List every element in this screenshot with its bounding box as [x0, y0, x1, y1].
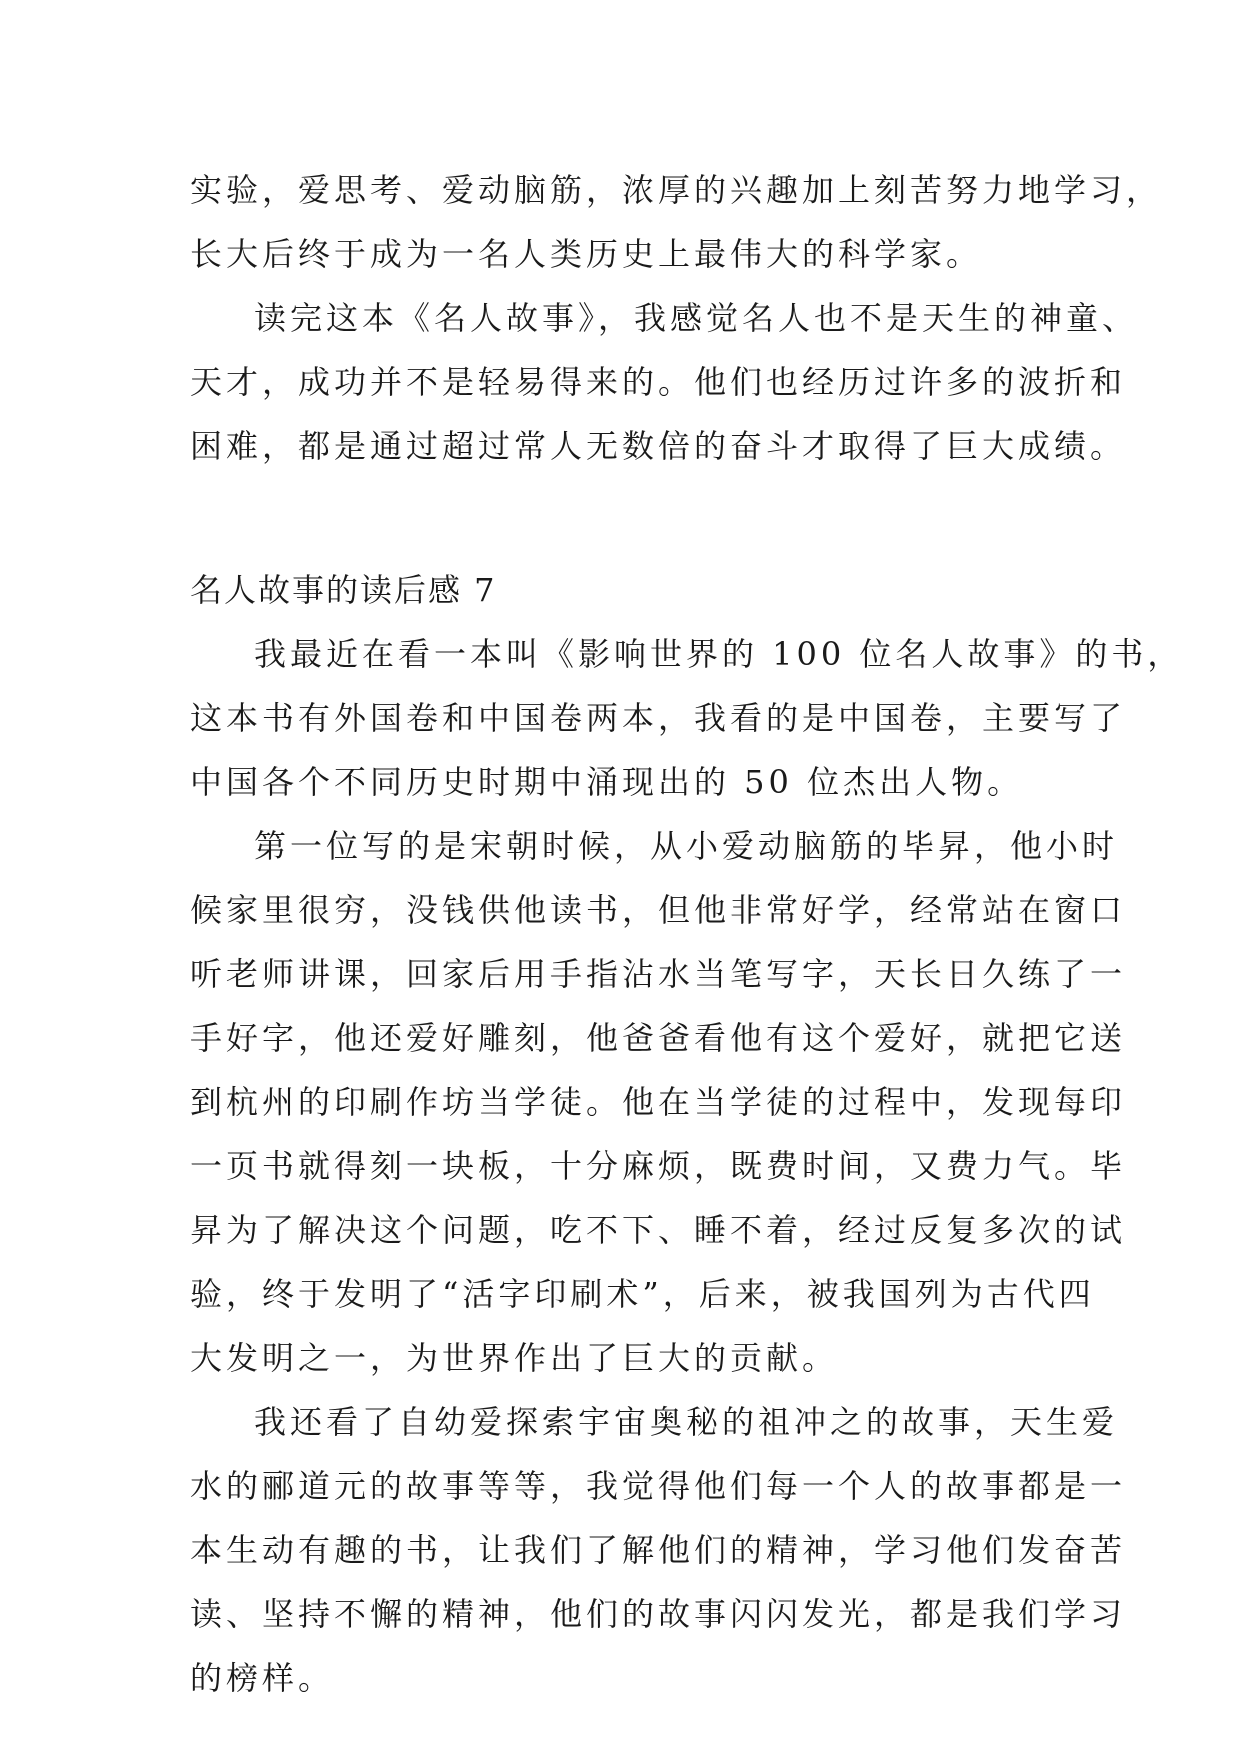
text-line: 实验，爱思考、爱动脑筋，浓厚的兴趣加上刻苦努力地学习，	[190, 171, 1163, 209]
text-line: 验，终于发明了“活字印刷术”，后来，被我国列为古代四	[190, 1275, 1095, 1313]
paragraph-bisheng	[190, 814, 1127, 1390]
text-line: 到杭州的印刷作坊当学徒。他在当学徒的过程中，发现每印	[190, 1083, 1127, 1121]
paragraph-continuation	[190, 158, 1163, 286]
text-line: 昇为了解决这个问题，吃不下、睡不着，经过反复多次的试	[190, 1211, 1127, 1249]
text-line: 中国各个不同历史时期中涌现出的 50 位杰出人物。	[190, 763, 1024, 801]
text-line: 手好字，他还爱好雕刻，他爸爸看他有这个爱好，就把它送	[190, 1019, 1127, 1057]
paragraph-intro	[190, 622, 1184, 814]
text-line: 这本书有外国卷和中国卷两本，我看的是中国卷，主要写了	[190, 699, 1127, 737]
text-line: 天才，成功并不是轻易得来的。他们也经历过许多的波折和	[190, 363, 1127, 401]
paragraph-closing	[190, 1390, 1127, 1710]
text-line: 第一位写的是宋朝时候，从小爱动脑筋的毕昇，他小时	[254, 827, 1119, 865]
text-line: 读、坚持不懈的精神，他们的故事闪闪发光，都是我们学习	[190, 1595, 1127, 1633]
text-line: 读完这本《名人故事》，我感觉名人也不是天生的神童、	[254, 299, 1139, 337]
text-line: 困难，都是通过超过常人无数倍的奋斗才取得了巨大成绩。	[190, 427, 1127, 465]
text-line: 候家里很穷，没钱供他读书，但他非常好学，经常站在窗口	[190, 891, 1127, 929]
text-line: 大发明之一，为世界作出了巨大的贡献。	[190, 1339, 839, 1377]
text-line: 我还看了自幼爱探索宇宙奥秘的祖冲之的故事，天生爱	[254, 1403, 1119, 1441]
text-line: 水的郦道元的故事等等，我觉得他们每一个人的故事都是一	[190, 1467, 1127, 1505]
section-heading: 名人故事的读后感 7	[190, 571, 497, 609]
paragraph-summary	[190, 286, 1139, 478]
text-line: 长大后终于成为一名人类历史上最伟大的科学家。	[190, 235, 983, 273]
text-line: 一页书就得刻一块板，十分麻烦，既费时间，又费力气。毕	[190, 1147, 1127, 1185]
text-line: 的榜样。	[190, 1659, 335, 1697]
text-line: 本生动有趣的书，让我们了解他们的精神，学习他们发奋苦	[190, 1531, 1127, 1569]
text-line: 我最近在看一本叫《影响世界的 100 位名人故事》的书，	[254, 635, 1184, 673]
document-body	[190, 158, 1184, 1710]
text-line: 听老师讲课，回家后用手指沾水当笔写字，天长日久练了一	[190, 955, 1127, 993]
